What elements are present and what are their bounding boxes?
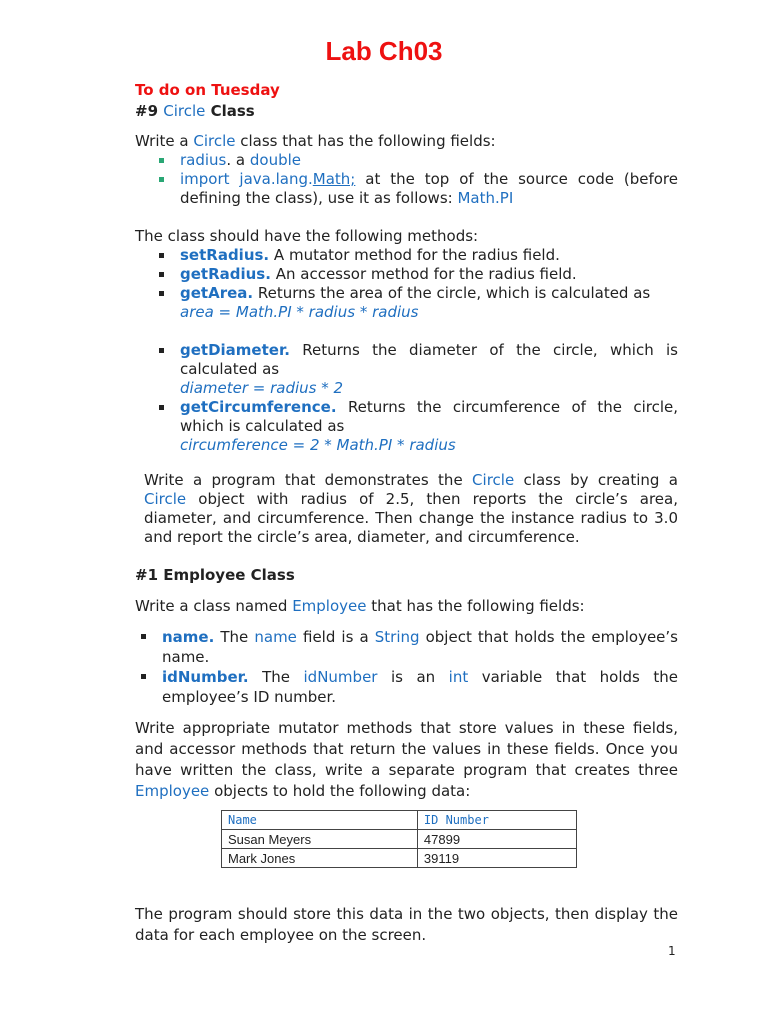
circle-methods-list [180, 246, 678, 455]
employee-data-table [221, 810, 577, 868]
table-cell: 47899 [417, 830, 576, 849]
circle-program-paragraph: Write a program that demonstrates the Circle class by creating a Circle object with radius of 2.5, then reports the circle’s area, diameter, and circumference. Then change the instance radius to 3.0 and report the circle’s area, diameter, and circumference. [144, 471, 678, 546]
table-cell: 39119 [417, 849, 576, 868]
circle-fields-list [180, 151, 678, 208]
list-item: getArea. Returns the area of the circle, which is calculated as area = Math.PI * radius * radius [180, 284, 678, 322]
list-item: setRadius. A mutator method for the radius field. [180, 246, 678, 265]
employee-intro: Write a class named Employee that has the following fields: [135, 597, 585, 615]
table-header-name: Name [222, 811, 418, 830]
employee-heading: #1 Employee Class [135, 566, 295, 584]
todo-heading: To do on Tuesday [135, 81, 280, 99]
methods-intro: The class should have the following methods: [135, 227, 479, 245]
list-item: getDiameter. Returns the diameter of the circle, which is calculated as diameter = radius * 2 [180, 341, 678, 397]
table-row [222, 830, 577, 849]
table-row [222, 849, 577, 868]
list-item: radius. a double [180, 151, 678, 170]
list-item: idNumber. The idNumber is an int variable that holds the employee’s ID number. [162, 668, 678, 706]
circle-heading: #9 Circle Class [135, 102, 255, 120]
list-item: getRadius. An accessor method for the radius field. [180, 265, 678, 284]
list-item: getCircumference. Returns the circumference of the circle, which is calculated as circumference = 2 * Math.PI * radius [180, 398, 678, 454]
table-cell: Susan Meyers [222, 830, 418, 849]
employee-fields-list [162, 627, 678, 707]
table-header-id: ID Number [417, 811, 576, 830]
list-item: import java.lang.Math; at the top of the source code (before defining the class), use it as follows: Math.PI [180, 170, 678, 207]
table-cell: Mark Jones [222, 849, 418, 868]
table-header-row [222, 811, 577, 830]
circle-intro: Write a Circle class that has the following fields: [135, 132, 496, 150]
page-title: Lab Ch03 [325, 36, 443, 66]
list-item: name. The name field is a String object that holds the employee’s name. [162, 628, 678, 666]
page-number: 1 [668, 944, 676, 958]
closing-paragraph: The program should store this data in the two objects, then display the data for each employee on the screen. [135, 905, 678, 944]
employee-write-paragraph: Write appropriate mutator methods that store values in these fields, and accessor methods that return the values in these fields. Once you have written the class, write a separate program that creates three Employee objects to hold the following data: [135, 719, 678, 800]
